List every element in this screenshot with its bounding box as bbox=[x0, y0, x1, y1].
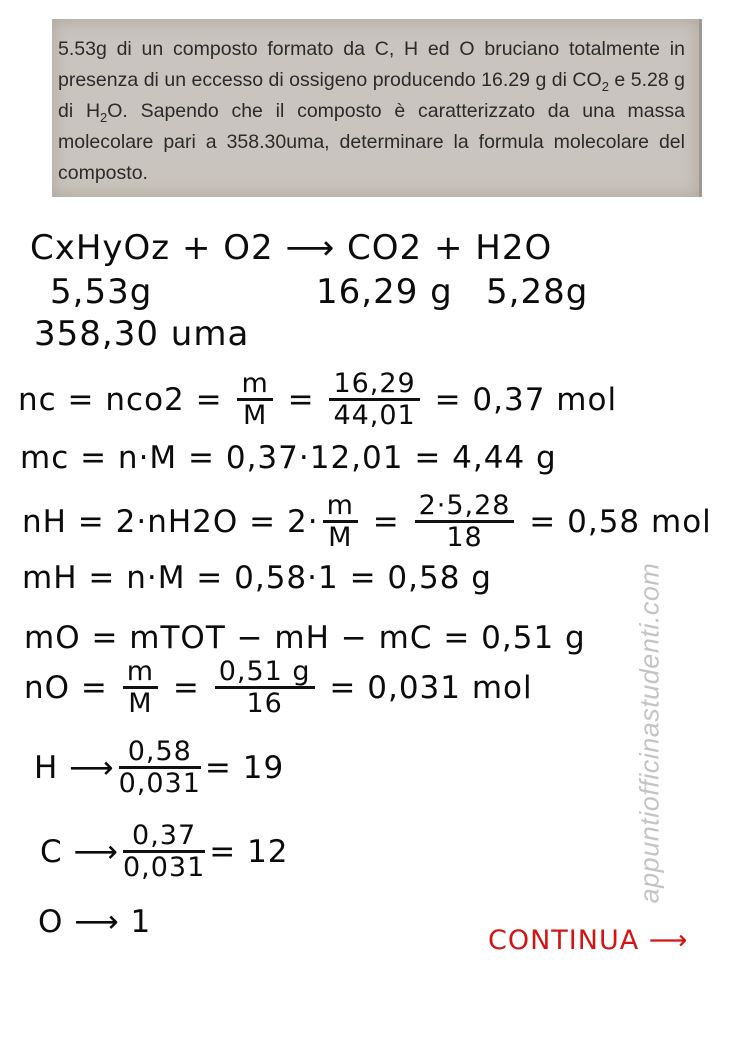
nh-rhs: = 0,58 mol bbox=[518, 504, 712, 540]
ratio-h-line bbox=[34, 736, 285, 799]
nc-line bbox=[18, 368, 618, 431]
molar-mass: 358,30 uma bbox=[34, 314, 250, 354]
no-rhs: = 0,031 mol bbox=[318, 670, 533, 706]
h2o-mass: 5,28g bbox=[486, 272, 589, 312]
ratio-c-rhs: = 12 bbox=[209, 834, 289, 870]
nc-eq: = bbox=[276, 382, 326, 418]
ratio-h-rhs: = 19 bbox=[204, 750, 285, 786]
ratio-c-line bbox=[40, 820, 289, 883]
continue-label[interactable]: CONTINUA ⟶ bbox=[488, 925, 689, 956]
nc-f2-den: 44,01 bbox=[333, 400, 416, 431]
nc-f1-den: M bbox=[242, 400, 268, 431]
ratio-h-num: 0,58 bbox=[119, 738, 201, 769]
ratio-h-den: 0,031 bbox=[118, 768, 201, 799]
nh-lhs: nH = 2·nH2O = 2· bbox=[22, 504, 319, 540]
no-f1-den: M bbox=[128, 688, 153, 719]
no-eq: = bbox=[162, 670, 211, 706]
nc-fraction-1 bbox=[237, 370, 272, 429]
ratio-o-line: O ⟶ 1 bbox=[38, 904, 152, 940]
problem-text-2: e 5.28 g di H bbox=[58, 69, 685, 122]
ratio-c-num: 0,37 bbox=[123, 822, 205, 853]
problem-sub-1: 2 bbox=[601, 78, 609, 94]
co2-mass: 16,29 g bbox=[316, 272, 453, 312]
nh-fraction-1 bbox=[323, 492, 358, 551]
nh-f2-den: 18 bbox=[446, 522, 483, 553]
nc-lhs: nc = nco2 = bbox=[18, 382, 234, 418]
ratio-c-fraction bbox=[123, 822, 205, 881]
nc-f2-num: 16,29 bbox=[329, 370, 419, 401]
mh-line: mH = n·M = 0,58·1 = 0,58 g bbox=[22, 560, 492, 596]
reaction-equation: CxHyOz + O2 ⟶ CO2 + H2O bbox=[30, 228, 553, 268]
problem-text-1: 5.53g di un composto formato da C, H ed O bruciano totalmente in presenza di un eccesso di ossigeno producendo 16.29 g di CO bbox=[58, 38, 685, 91]
no-line bbox=[24, 656, 533, 719]
nh-f2-num: 2·5,28 bbox=[415, 492, 515, 523]
no-f1-num: m bbox=[123, 658, 158, 689]
ratio-h-fraction bbox=[119, 738, 201, 797]
problem-text-3: O. Sapendo che il composto è caratterizzato da una massa molecolare pari a 358.30uma, determinare la formula molecolare del composto. bbox=[58, 100, 685, 184]
no-fraction-2 bbox=[215, 658, 315, 717]
nc-rhs: = 0,37 mol bbox=[423, 382, 618, 418]
ratio-c-lhs: C ⟶ bbox=[40, 834, 119, 870]
problem-sub-2: 2 bbox=[100, 109, 108, 125]
problem-statement bbox=[52, 19, 702, 197]
nh-f1-num: m bbox=[323, 492, 358, 523]
no-fraction-1 bbox=[123, 658, 158, 717]
no-lhs: nO = bbox=[24, 670, 119, 706]
mo-line: mO = mTOT − mH − mC = 0,51 g bbox=[24, 620, 586, 656]
nc-f1-num: m bbox=[237, 370, 272, 401]
watermark: appuntiofficinastudenti.com bbox=[634, 562, 665, 904]
nh-eq: = bbox=[361, 504, 411, 540]
nc-fraction-2 bbox=[329, 370, 419, 429]
no-f2-num: 0,51 g bbox=[215, 658, 315, 689]
ratio-h-lhs: H ⟶ bbox=[34, 750, 115, 786]
mc-line: mc = n·M = 0,37·12,01 = 4,44 g bbox=[20, 440, 557, 476]
given-mass: 5,53g bbox=[50, 272, 153, 312]
nh-fraction-2 bbox=[415, 492, 515, 551]
no-f2-den: 16 bbox=[246, 688, 283, 719]
nh-line bbox=[22, 490, 712, 553]
nh-f1-den: M bbox=[328, 522, 353, 553]
ratio-c-den: 0,031 bbox=[122, 852, 206, 883]
